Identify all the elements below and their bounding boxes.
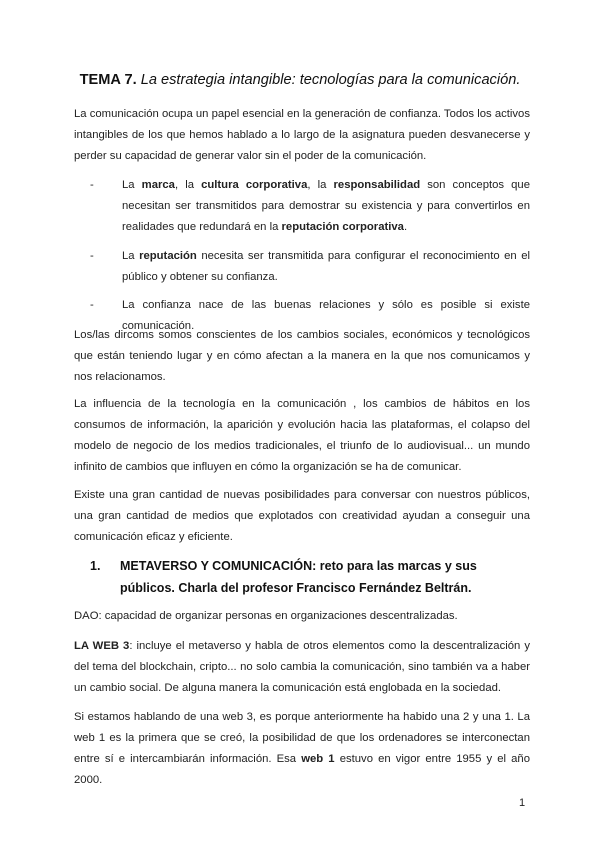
- paragraph-web3: LA WEB 3: incluye el metaverso y habla de otros elementos como la descentralización y del tema del blockchain, cripto... no solo cambia la comunicación, sino también va a haber un cambio social. De alguna manera la comunicación está englobada en la sociedad.: [74, 640, 530, 694]
- bullet-text: La reputación necesita ser transmitida para configurar el reconocimiento en el público y obtener su confianza.: [122, 250, 530, 283]
- paragraph-dao: DAO: capacidad de organizar personas en organizaciones descentralizadas.: [74, 610, 458, 622]
- paragraph-web1: Si estamos hablando de una web 3, es porque anteriormente ha habido una 2 y una 1. La web 1 es la primera que se creó, la posibilidad de que los ordenadores se interconectan entre sí e intercambiarán información. Esa web 1 estuvo en vigor entre 1955 y el año 2000.: [74, 711, 530, 786]
- bullet-text: La marca, la cultura corporativa, la responsabilidad son conceptos que necesitan ser transmitidos para demostrar su existencia y para convertirlos en realidades que redundará en la reputación corporativa.: [122, 179, 530, 233]
- paragraph-posibilidades: Existe una gran cantidad de nuevas posibilidades para conversar con nuestros públicos, una gran cantidad de medios que explotados con creatividad ayudan a conseguir una comunicación eficaz y eficiente.: [74, 489, 530, 543]
- bullet-dash: -: [90, 250, 94, 262]
- bullet-dash: -: [90, 179, 94, 191]
- paragraph-influencia: La influencia de la tecnología en la comunicación , los cambios de hábitos en los consumos de información, la aparición y evolución hacia las plataformas, el colapso del modelo de negocio de los medios tradicionales, el triunfo de lo audiovisual... un mundo infinito de cambios que influyen en cómo la organización se ha de comunicar.: [74, 398, 530, 473]
- page-number: 1: [519, 797, 526, 809]
- paragraph-dircoms: Los/las dircoms somos conscientes de los cambios sociales, económicos y tecnológicos que están teniendo lugar y en cómo afectan a la manera en la que nos comunicamos y nos relacionamos.: [74, 329, 530, 383]
- intro-paragraph: La comunicación ocupa un papel esencial en la generación de confianza. Todos los activos intangibles de los que hemos hablado a lo largo de la asignatura pueden desvanecerse y perder su capacidad de generar valor sin el poder de la comunicación.: [74, 108, 530, 162]
- bullet-text: La confianza nace de las buenas relaciones y sólo es posible si existe comunicación.: [122, 299, 530, 332]
- section-heading-text: METAVERSO Y COMUNICACIÓN: reto para las marcas y sus públicos. Charla del profesor Francisco Fernández Beltrán.: [120, 559, 477, 595]
- bullet-dash: -: [90, 299, 94, 311]
- document-title: [40, 72, 560, 88]
- title-label: TEMA 7.: [79, 72, 137, 88]
- section-number: 1.: [90, 559, 101, 573]
- title-subtitle: La estrategia intangible: tecnologías para la comunicación.: [140, 72, 521, 88]
